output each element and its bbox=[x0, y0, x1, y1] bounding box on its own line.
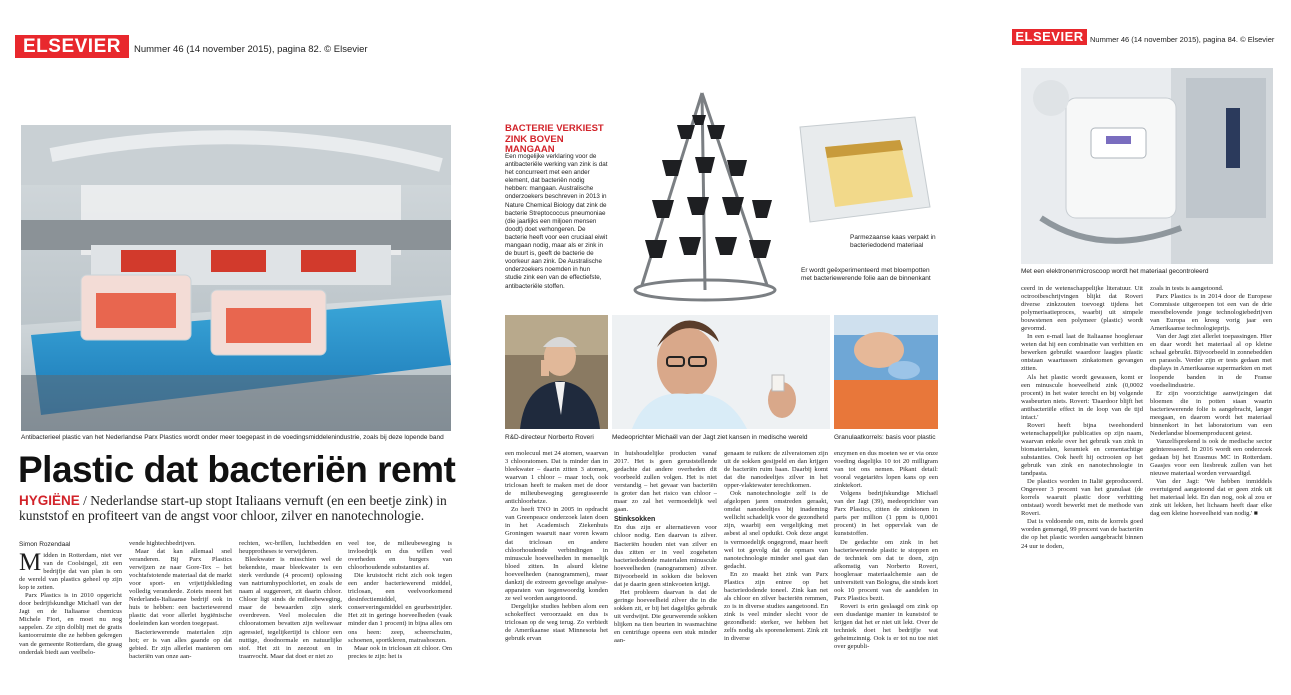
photo-parmesan bbox=[795, 112, 935, 230]
article-col-5 bbox=[505, 450, 608, 692]
caption-inventor: Medeoprichter Michaël van der Jagt ziet kansen in medische wereld bbox=[612, 434, 808, 441]
col4-p2: Die kruistocht richt zich ook tegen een ander bacteriewerend middel, triclosan, een veelvoorkomend desinfectiemiddel, conserveringsmiddel en geurbestrijder. Het zit in geringe hoeveelheden (vaak minder dan 1 procent) in bijna alles om ons heen: zeep, scheerschuim, schoenen, sportkleren, matrashoezen. bbox=[348, 572, 452, 644]
col10-p6: Van der Jagt: 'We hebben inmiddels overtuigend aangetoond dat er geen zink uit het materiaal lekt. En dan nog, ook al zou er zink uit lekken, het lichaam heeft daar elke dag een kleine hoeveelheid van nodig.' ■ bbox=[1150, 478, 1272, 518]
article-col-7 bbox=[724, 450, 828, 692]
article-col-8 bbox=[834, 450, 938, 692]
col4-p1: veel toe, de milieubeweging is invloedrijk en dus willen veel overheden en burgers van chloorhoudende substanties af. bbox=[348, 540, 452, 572]
issue-line-left: Nummer 46 (14 november 2015), pagina 82. © Elsevier bbox=[134, 44, 368, 55]
elsevier-logo-right: ELSEVIER bbox=[1012, 29, 1087, 45]
col6-p1: in huishoudelijke producten vanaf 2017. Het is geen geruststellende gedachte dat andere overheden dit voorbeeld zullen volgen. Het is niet verstandig – het gevaar van bacteriën is groter dan het risico van chloor – maar zo zal het vermoedelijk wel gaan. bbox=[614, 450, 717, 514]
caption-granules: Granulaatkorrels: basis voor plastic bbox=[834, 434, 936, 441]
article-col-10 bbox=[1150, 285, 1272, 692]
kicker-tag: HYGIËNE bbox=[19, 493, 80, 508]
col10-p2: Parx Plastics is in 2014 door de Europese Commissie uitgeroepen tot een van de drie meestbelovende jonge technologiebedrijven van Europa en kreeg vorig jaar een Amerikaanse technologieprijs. bbox=[1150, 293, 1272, 333]
caption-microscope: Met een elektronenmicroscoop wordt het materiaal gecontroleerd bbox=[1021, 268, 1209, 275]
col5-p3: Dergelijke studies hebben alom een schokeffect veroorzaakt en dus is triclosan op de weg terug. Zo verbiedt de Amerikaanse staat Minnesota het gebruik ervan bbox=[505, 602, 608, 643]
caption-cheese bbox=[850, 234, 938, 250]
col5-p2: Zo heeft TNO in 2005 in opdracht van Greenpeace onderzoek laten doen in het Academisch Ziekenhuis Groningen waaruit naar voren kwam dat triclosan en andere chloorhoudende verbindingen in minuscule hoeveelheden in menselijk bloed zitten. In alsurd kleine hoeveelheden (nanogrammen), maar dankzij de extreem gevoelige analyse-apparaten van tegenwoordig konden ze wel worden aangetoond. bbox=[505, 506, 608, 602]
col5-p1: een molecuul met 24 atomen, waarvan 3 chlooratomen. Dat is minder dan in bleekwater – daarin zitten 3 atomen, waarvan 1 chloor – maar toch, ook triclosan heeft te maken met de door de milieubeweging geregisseerde antichloorhetze. bbox=[505, 450, 608, 506]
col8-p2: Volgens bedrijfskundige Michaël van der Jagt (39), medeoprichter van Parx Plastics, zitten de zinkionen in parts per million (1 ppm is 0,0001 procent) in het oppervlak van de kunststoffen. bbox=[834, 490, 938, 538]
article-col-2 bbox=[129, 540, 232, 692]
caption-stand bbox=[801, 267, 937, 283]
col9-p5: De plastics worden in Italië geproduceerd. Ongeveer 3 procent van het granulaat (de korrels waaruit plastic door verhitting ontstaat) wordt bewerkt met de methode van Roveri. bbox=[1021, 478, 1143, 518]
col10-p3: Van der Jagt ziet allerlei toepassingen. Hier en daar wordt het materiaal al op kleine schaal gebruikt. Bijvoorbeeld in zonnebedden en parasols. Verder zijn er tests gedaan met displays in Amerikaanse supermarkten en met loopende banden in de Franse voedselindustrie. bbox=[1150, 333, 1272, 389]
article-col-4 bbox=[348, 540, 452, 692]
col7-p3: En zo maakt het zink van Parx Plastics zijn entree op het bacteriedodende toneel. Zink kan net als chloor en zilver bacteriën remmen, zo is in diverse studies aangetoond. En zink is veel minder slecht voor de gezondheid: sterker, we hebben het zelfs nodig als sporenelement. Zink zit in diverse bbox=[724, 570, 828, 643]
col8-p1: enzymen en dus moeten we er via onze voeding dagelijks 10 tot 20 milligram van tot ons nemen. Pikant detail: vooral vegetariërs lopen kans op een zinktekort. bbox=[834, 450, 938, 490]
col9-p4: Roveri heeft bijna tweehonderd wetenschappelijke publicaties op zijn naam, waarvan enkele over het gebruik van zink in biomaterialen, keramiek en cementachtige substanties. Ook heeft hij octrooien op het gebruik van zink en nanotechnologie in tandpasta. bbox=[1021, 421, 1143, 478]
photo-plant-stand bbox=[617, 85, 792, 310]
col7-p2: Ook nanotechnologie zelf is de afgelopen jaren omstreden geraakt, omdat nanodeeltjes bij inademing wellicht schadelijk voor de gezondheid zijn, waarbij een vergelijking met asbest al snel opduikt. Ook deze angst is vermoedelijk ongegrond, maar heeft wel tot gevolg dat de opmars van nanotechnologie minder snel gaat dan gedacht. bbox=[724, 490, 828, 570]
col9-p2: In een e-mail laat de Italiaanse hoogleraar weten dat hij een combinatie van verhitten en bewerken gebruikt waardoor laagjes plastic ontstaan waartussen zinkatomen gevangen zitten. bbox=[1021, 333, 1143, 373]
sidebar-text: Een mogelijke verklaring voor de antibacteriële werking van zink is dat het concurreert met een ander element, dat bacteriën nodig hebben: mangaan. Australische onderzoekers beschreven in 2013 in Nature Chemical Biology dat zink de bacterie Streptococcus pneumoniae (die jaarlijks een miljoen mensen doodt) doet verhongeren. De bacterie heeft voor een cruciaal eiwit mangaan nodig, maar als er zink in de buurt is, geeft de bacterie de voorkeur aan zink. De Australische onderzoekers noemden in hun studie zink een van de effectiefste, antibacteriële stoffen. bbox=[505, 153, 608, 290]
col2-p2: Maar dat kan allemaal snel veranderen. Bij Parx Plastics verwijzen ze naar Gore-Tex – het vochtafstotende materiaal dat de markt voor sport- en vrijetijdskleding volledig veranderde. Zoiets meent het Nederlands-Italiaanse bedrijf ook in huis te hebben: een bacteriewerend plastic dat voor allerlei hygiënische doeleinden kan worden toegepast. bbox=[129, 548, 232, 628]
sidebar-title-line2: ZINK BOVEN MANGAAN bbox=[505, 133, 564, 155]
col9-p6: Dat is voldoende om, mits de korrels goed worden gemengd, 99 procent van de bacteriën die op het plastic worden aangebracht binnen 24 uur te doden, bbox=[1021, 518, 1143, 550]
photo-director-roveri bbox=[505, 315, 608, 429]
col8-p3: De gedachte om zink in het bacteriewerende plastic te stoppen en de techniek om dat te doen, zijn afkomstig van Norberto Roveri, hoogleraar materiaalchemie aan de universiteit van Bologna, die sinds kort ook 10 procent van de aandelen in Parx Plastics bezit. bbox=[834, 538, 938, 602]
sidebar-title bbox=[505, 124, 609, 156]
photo-microscope bbox=[1021, 68, 1273, 264]
col3-p1: rechten, wc-brillen, luchtbedden en heupprotheses te verwijderen. bbox=[239, 540, 342, 556]
col1-p1: idden in Rotterdam, niet ver van de Coolsingel, zit een bedrijfje dat van plan is om de wereld van plastics geheel op zijn kop te zetten. bbox=[19, 552, 122, 592]
kicker-text: / Nederlandse start-up stopt Italiaans vernuft (en een beetje zink) in kunststof en profiteert van de angst voor chloor, zilver en nanotechnologie. bbox=[19, 493, 447, 523]
article-col-1 bbox=[19, 552, 122, 692]
col3-p2: Bleekwater is misschien wel de bekendste, maar bleekwater is een sterk verdunde (4 procent) oplossing van natriumhypochloriet, en zoals de naam al suggereert, zit daarin chloor. Chloor ligt sinds de milieubeweging, maar de bewaarden zijn sterk overdreven. Veel moleculen die chlooratomen bevatten zijn weliswaar agressief, tegelijkertijd is chloor een nuttige, doodnormale en natuurlijke stof. Het zit in zeezout en in traanvocht. Maar dat doet er niet zo bbox=[239, 556, 342, 660]
sidebar-title-line1: BACTERIE VERKIEST bbox=[505, 123, 604, 134]
col1-p2: Parx Plastics is in 2010 opgericht door bedrijfskundige Michaël van der Jagt en de Italiaanse chemicus Michele Fiori, en moet nu nog sappelen. Ze zijn dolblij met de gratis kantoorruimte die ze hebben gekregen van de gemeente Rotterdam, die graag onderdak biedt aan veelbelo- bbox=[19, 592, 122, 656]
col2-p3: Bacteriewerende materialen zijn hot; er is van alles gaande op dat gebied. Er zijn allerlei manieren om bacteriën van onze aan- bbox=[129, 628, 232, 660]
article-col-3 bbox=[239, 540, 342, 692]
col10-p1: zoals in tests is aangetoond. bbox=[1150, 285, 1224, 292]
article-headline: Plastic dat bacteriën remt bbox=[18, 449, 456, 490]
caption-cheese-text: Parmezaanse kaas verpakt in bacteriedodend materiaal bbox=[850, 234, 936, 249]
issue-line-right: Nummer 46 (14 november 2015), pagina 84. © Elsevier bbox=[1090, 35, 1275, 44]
elsevier-logo-left: ELSEVIER bbox=[15, 35, 129, 58]
article-kicker bbox=[19, 493, 454, 523]
caption-director: R&D-directeur Norberto Roveri bbox=[505, 434, 594, 441]
col6-subhead: Stinksokken bbox=[614, 516, 656, 524]
col10-p5: Vanzelfsprekend is ook de medische sector geïnteresseerd. In 2016 wordt een onderzoek gedaan bij het Erasmus MC in Rotterdam. Gaasjes voor een liesbreuk zullen van het nieuwe materiaal worden vervaardigd. bbox=[1150, 437, 1272, 478]
col7-p1: genaam te ruiken: de zilveratomen zijn uit de sokken gesijpeld en dan krijgen de bacteriën ruim baan. Daarbij komt dat die nanodeeltjes zilver in het opper-vlaktewater terechtkomen. bbox=[724, 450, 828, 490]
photo-inventor-vanderjagt bbox=[612, 315, 830, 429]
col8-p4: Roveri is erin geslaagd om zink op een dusdanige manier in kunststof te krijgen dat het er niet uit lekt. Over de techniek doet het bedrijfje wat geheimzinnig. Ook is er tot nu toe niet over gepubli- bbox=[834, 602, 938, 651]
col9-p3: Als het plastic wordt gewassen, komt er een minuscule hoeveelheid zink (0,0002 procent) in het water terecht en bij volgende wasbeurten niets. Roveri: 'Daardoor blijft het antibacteriële effect in de loop van de tijd intact.' bbox=[1021, 373, 1143, 421]
article-byline: Simon Rozendaal bbox=[19, 541, 71, 548]
col6-p2: En dus zijn er alternatieven voor chloor nodig. Een daarvan is zilver. Bacteriën houden niet van zilver en dus zitten er in veel zogeheten bacteriedodende materialen minuscule hoeveelheden (nanogrammen) zilver. Bijvoorbeeld in sokken die beloven dat je daarin geen stinkvoeten krijgt. bbox=[614, 524, 717, 588]
article-col-9 bbox=[1021, 285, 1143, 692]
col2-p1: vende hightechbedrijven. bbox=[129, 540, 196, 547]
col4-p3: Maar ook in triclosan zit chloor. Om precies te zijn: het is bbox=[348, 644, 452, 660]
article-col-6 bbox=[614, 450, 717, 692]
photo-granules bbox=[834, 315, 938, 429]
col9-p1: ceerd in de wetenschappelijke literatuur. Uit octrooibeschrijvingen blijkt dat Roveri diverse zinkzouten toevoegt tijdens het polymerisatieproces, waarbij uit simpele bouwstenen een polymeer (plastic) wordt gevormd. bbox=[1021, 285, 1143, 333]
main-photo-conveyor bbox=[21, 125, 451, 431]
caption-main-photo: Antibacterieel plastic van het Nederlandse Parx Plastics wordt onder meer toegepast in de voedingsmiddelenindustrie, zoals bij deze lopende band bbox=[21, 434, 444, 441]
col10-p4: Er zijn voorzichtige aanwijzingen dat bloemen die in potten staan waarin bacteriewerende folie is aangebracht, langer meegaan, en daarom wordt het materiaal binnenkort in het laboratorium van een Nederlandse bloemenproducent getest. bbox=[1150, 389, 1272, 437]
caption-stand-text: Er wordt geëxperimenteerd met bloempotten met bacteriewerende folie aan de binnenkant bbox=[801, 267, 931, 282]
col6-p3: Het probleem daarvan is dat de geringe hoeveelheid zilver die in die sokken zit, er bij het dagelijks gebruik uit verdwijnt. Die geurwerende sokken blijken na tien beurten in wasmachine en centrifuge opeens een stuk minder aan- bbox=[614, 588, 717, 645]
dropcap: M bbox=[19, 552, 42, 576]
